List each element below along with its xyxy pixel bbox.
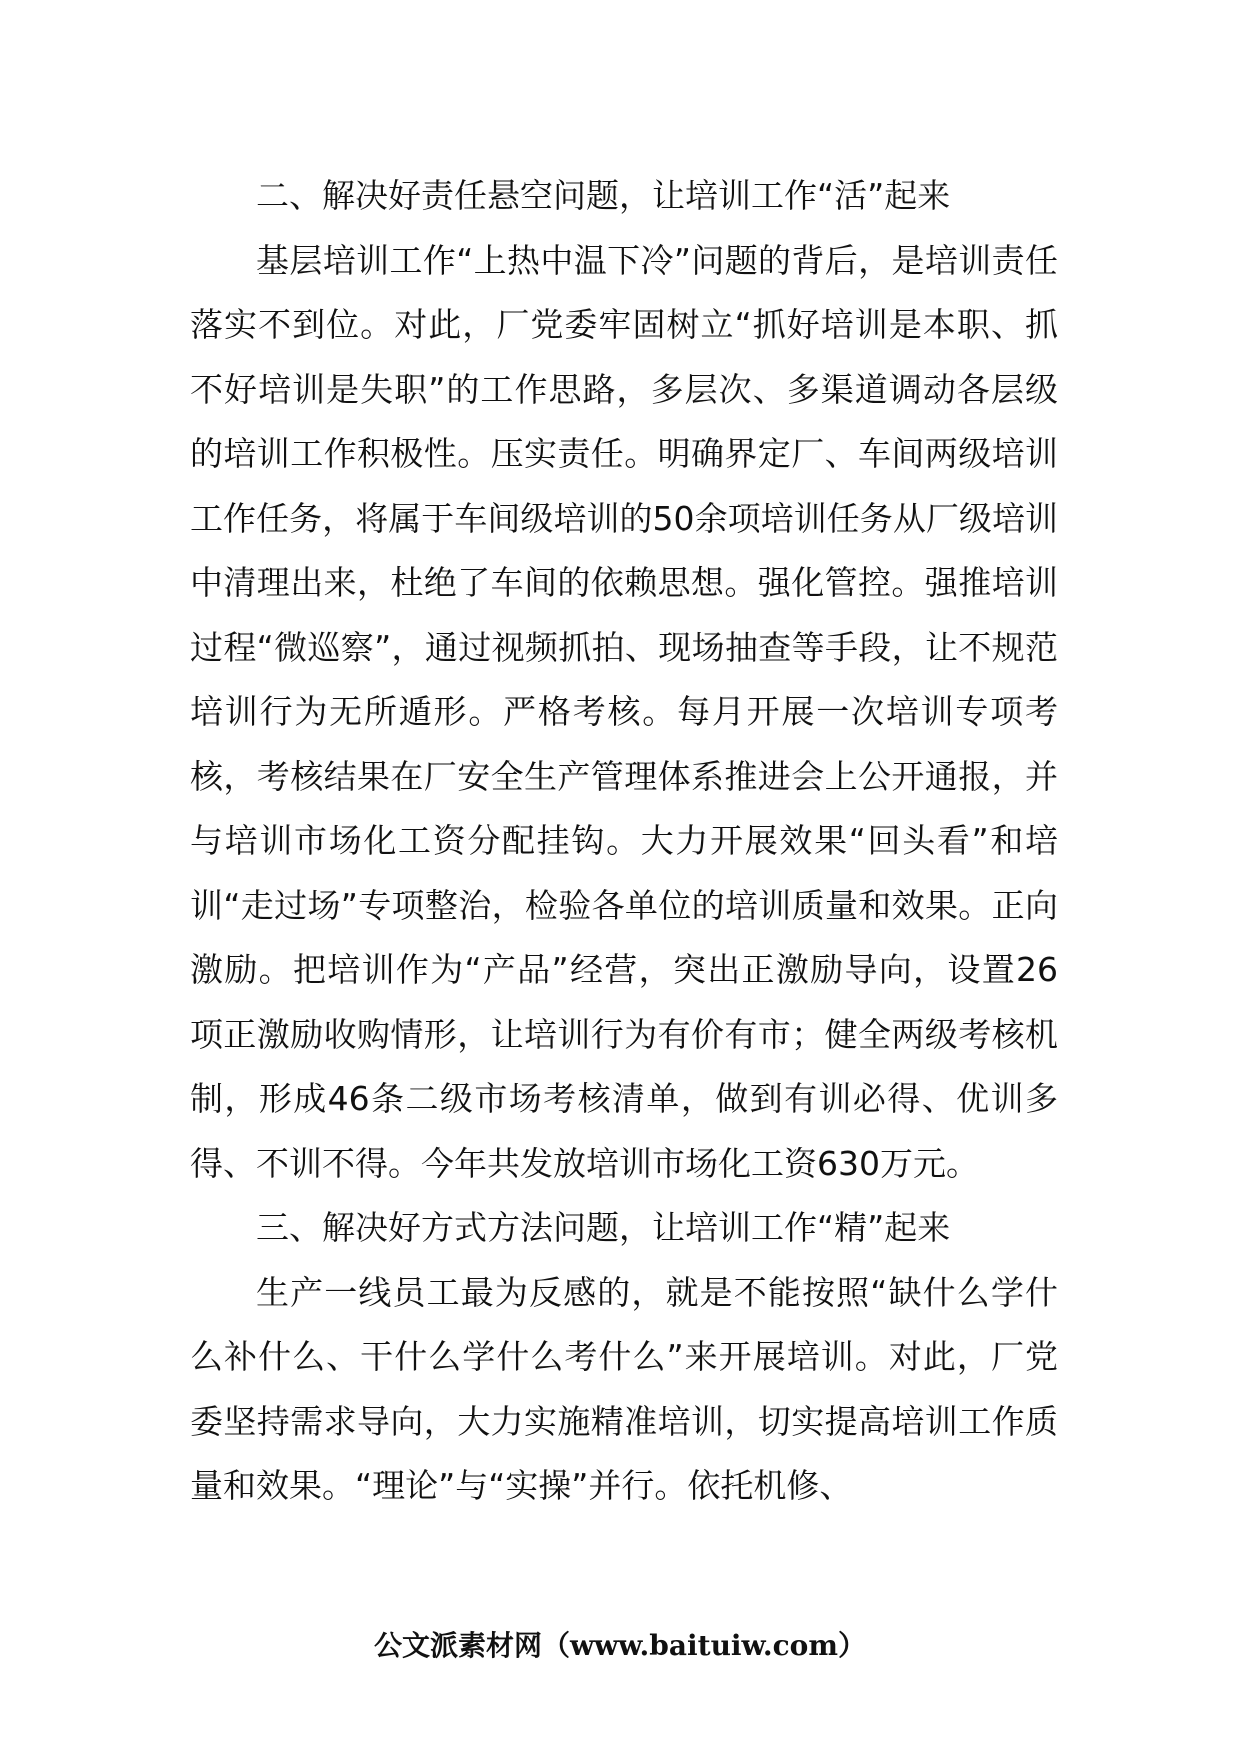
section-heading-2: 二、解决好责任悬空问题，让培训工作“活”起来	[256, 176, 951, 215]
footer-watermark: 公文派素材网（www.baituiw.com）	[374, 1629, 866, 1662]
document-body	[190, 164, 1058, 1519]
section-heading-3: 三、解决好方式方法问题，让培训工作“精”起来	[256, 1208, 951, 1247]
paragraph-responsibility: 基层培训工作“上热中温下冷”问题的背后，是培训责任落实不到位。对此，厂党委牢固树立“抓好培训是本职、抓不好培训是失职”的工作思路，多层次、多渠道调动各层级的培训工作积极性。压实责任。明确界定厂、车间两级培训工作任务，将属于车间级培训的50余项培训任务从厂级培训中清理出来，杜绝了车间的依赖思想。强化管控。强推培训过程“微巡察”，通过视频抓拍、现场抽查等手段，让不规范培训行为无所遁形。严格考核。每月开展一次培训专项考核，考核结果在厂安全生产管理体系推进会上公开通报，并与培训市场化工资分配挂钩。大力开展效果“回头看”和培训“走过场”专项整治，检验各单位的培训质量和效果。正向激励。把培训作为“产品”经营，突出正激励导向，设置26项正激励收购情形，让培训行为有价有市；健全两级考核机制，形成46条二级市场考核清单，做到有训必得、优训多得、不训不得。今年共发放培训市场化工资630万元。	[190, 240, 1058, 1183]
paragraph-methods: 生产一线员工最为反感的，就是不能按照“缺什么学什么补什么、干什么学什么考什么”来开展培训。对此，厂党委坚持需求导向，大力实施精准培训，切实提高培训工作质量和效果。“理论”与“实操”并行。依托机修、	[190, 1272, 1058, 1505]
